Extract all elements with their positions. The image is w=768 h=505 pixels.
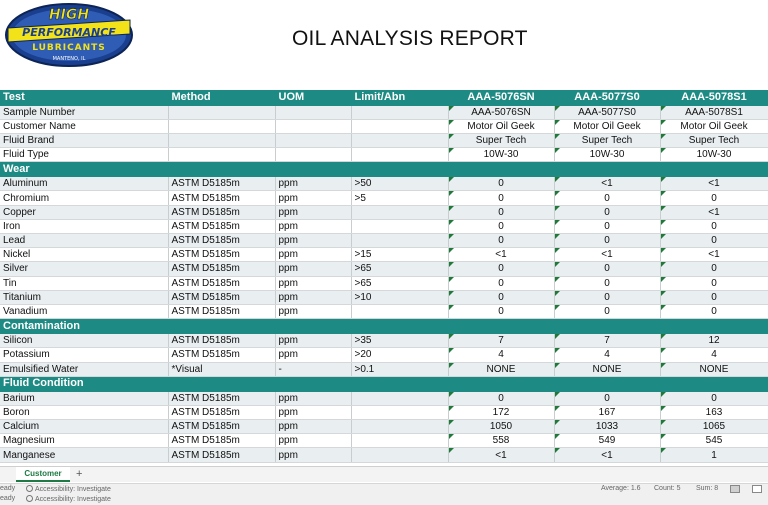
test-name-cell[interactable]: Manganese [0, 448, 168, 462]
method-cell[interactable] [168, 133, 275, 147]
table-row [0, 348, 768, 362]
section-label[interactable]: Contamination [0, 319, 768, 334]
section-header-row [0, 376, 768, 391]
limit-cell[interactable] [351, 420, 448, 434]
table-row [0, 334, 768, 348]
sample-value-cell[interactable]: 0 [554, 276, 660, 290]
sample-value-cell[interactable]: 0 [448, 219, 554, 233]
uom-cell[interactable] [275, 133, 351, 147]
uom-cell[interactable]: ppm [275, 304, 351, 318]
sample-value-cell[interactable]: <1 [448, 448, 554, 462]
test-name-cell[interactable]: Potassium [0, 348, 168, 362]
limit-cell[interactable]: >65 [351, 276, 448, 290]
uom-cell[interactable]: ppm [275, 205, 351, 219]
method-cell[interactable]: ASTM D5185m [168, 405, 275, 419]
sample-value-cell[interactable]: 0 [448, 262, 554, 276]
limit-cell[interactable] [351, 434, 448, 448]
sample-value-cell[interactable]: 10W-30 [660, 148, 768, 162]
table-row [0, 148, 768, 162]
test-name-cell[interactable]: Silver [0, 262, 168, 276]
table-row [0, 448, 768, 462]
sample-value-cell[interactable]: 167 [554, 405, 660, 419]
section-label[interactable]: Wear [0, 162, 768, 177]
method-cell[interactable]: ASTM D5185m [168, 248, 275, 262]
method-cell[interactable]: ASTM D5185m [168, 290, 275, 304]
limit-cell[interactable] [351, 105, 448, 119]
sample-value-cell[interactable]: 0 [660, 276, 768, 290]
ready-status-2: eady [0, 495, 16, 502]
report-sheet[interactable] [0, 90, 768, 463]
sample-value-cell[interactable]: <1 [554, 177, 660, 191]
uom-cell[interactable]: - [275, 362, 351, 376]
test-name-cell[interactable]: Copper [0, 205, 168, 219]
sample-value-cell[interactable]: 558 [448, 434, 554, 448]
table-row [0, 391, 768, 405]
sample-value-cell[interactable]: 0 [554, 262, 660, 276]
column-header-sample[interactable]: AAA-5077S0 [554, 90, 660, 105]
accessibility-status-2[interactable]: Accessibility: Investigate [26, 495, 111, 503]
uom-cell[interactable] [275, 148, 351, 162]
sample-value-cell[interactable]: 0 [660, 191, 768, 205]
sample-value-cell[interactable]: Super Tech [448, 133, 554, 147]
limit-cell[interactable]: >20 [351, 348, 448, 362]
sample-value-cell[interactable]: 0 [554, 234, 660, 248]
uom-cell[interactable]: ppm [275, 405, 351, 419]
sample-value-cell[interactable]: 0 [554, 219, 660, 233]
table-row [0, 191, 768, 205]
test-name-cell[interactable]: Aluminum [0, 177, 168, 191]
page-layout-view-icon[interactable] [752, 485, 762, 493]
limit-cell[interactable] [351, 148, 448, 162]
test-name-cell[interactable]: Silicon [0, 334, 168, 348]
method-cell[interactable]: ASTM D5185m [168, 276, 275, 290]
sample-value-cell[interactable]: Motor Oil Geek [554, 119, 660, 133]
limit-cell[interactable] [351, 448, 448, 462]
sample-value-cell[interactable]: 7 [448, 334, 554, 348]
sample-value-cell[interactable]: 0 [448, 304, 554, 318]
accessibility-status[interactable]: Accessibility: Investigate [26, 485, 111, 493]
sample-value-cell[interactable]: 1033 [554, 420, 660, 434]
accessibility-icon [26, 485, 33, 492]
table-row [0, 304, 768, 318]
test-name-cell[interactable]: Emulsified Water [0, 362, 168, 376]
limit-cell[interactable]: >35 [351, 334, 448, 348]
sample-value-cell[interactable]: AAA-5078S1 [660, 105, 768, 119]
limit-cell[interactable] [351, 405, 448, 419]
test-name-cell[interactable]: Calcium [0, 420, 168, 434]
table-row [0, 119, 768, 133]
limit-cell[interactable] [351, 205, 448, 219]
method-cell[interactable]: ASTM D5185m [168, 234, 275, 248]
test-name-cell[interactable]: Fluid Type [0, 148, 168, 162]
sample-value-cell[interactable]: 172 [448, 405, 554, 419]
table-row [0, 205, 768, 219]
sample-value-cell[interactable]: 549 [554, 434, 660, 448]
add-sheet-button[interactable]: + [76, 468, 83, 480]
sample-value-cell[interactable]: 1 [660, 448, 768, 462]
table-row [0, 290, 768, 304]
uom-cell[interactable]: ppm [275, 219, 351, 233]
sample-value-cell[interactable]: <1 [448, 248, 554, 262]
sample-value-cell[interactable]: Super Tech [660, 133, 768, 147]
average-readout: Average: 1.6 [601, 485, 641, 492]
test-name-cell[interactable]: Boron [0, 405, 168, 419]
page-title: OIL ANALYSIS REPORT [292, 27, 528, 50]
normal-view-icon[interactable] [730, 485, 740, 493]
sample-value-cell[interactable]: 4 [448, 348, 554, 362]
test-name-cell[interactable]: Vanadium [0, 304, 168, 318]
test-name-cell[interactable]: Lead [0, 234, 168, 248]
sample-value-cell[interactable]: 4 [660, 348, 768, 362]
method-cell[interactable] [168, 105, 275, 119]
sample-value-cell[interactable]: 0 [554, 205, 660, 219]
status-bar [0, 483, 768, 494]
sample-value-cell[interactable]: 10W-30 [448, 148, 554, 162]
sample-value-cell[interactable]: 10W-30 [554, 148, 660, 162]
sheet-tab-customer[interactable]: Customer [16, 467, 70, 482]
uom-cell[interactable]: ppm [275, 391, 351, 405]
limit-cell[interactable]: >5 [351, 191, 448, 205]
sample-value-cell[interactable]: 0 [554, 191, 660, 205]
limit-cell[interactable] [351, 119, 448, 133]
column-header-test[interactable]: Test [0, 90, 168, 105]
sample-value-cell[interactable]: Motor Oil Geek [448, 119, 554, 133]
sample-value-cell[interactable]: NONE [660, 362, 768, 376]
company-logo [4, 2, 134, 68]
table-row [0, 177, 768, 191]
table-row [0, 276, 768, 290]
table-row [0, 262, 768, 276]
method-cell[interactable]: ASTM D5185m [168, 304, 275, 318]
method-cell[interactable]: ASTM D5185m [168, 420, 275, 434]
uom-cell[interactable]: ppm [275, 448, 351, 462]
sample-value-cell[interactable]: 0 [448, 191, 554, 205]
limit-cell[interactable] [351, 304, 448, 318]
method-cell[interactable] [168, 119, 275, 133]
sample-value-cell[interactable]: 0 [660, 262, 768, 276]
test-name-cell[interactable]: Nickel [0, 248, 168, 262]
uom-cell[interactable]: ppm [275, 420, 351, 434]
uom-cell[interactable]: ppm [275, 290, 351, 304]
test-name-cell[interactable]: Tin [0, 276, 168, 290]
uom-cell[interactable]: ppm [275, 177, 351, 191]
sample-value-cell[interactable]: 0 [554, 304, 660, 318]
report-header [0, 0, 768, 90]
sheet-tab-bar [0, 466, 768, 482]
uom-cell[interactable]: ppm [275, 334, 351, 348]
svg-text:MANTENO, IL: MANTENO, IL [52, 56, 86, 62]
uom-cell[interactable]: ppm [275, 234, 351, 248]
sample-value-cell[interactable]: 0 [448, 234, 554, 248]
uom-cell[interactable]: ppm [275, 262, 351, 276]
count-readout: Count: 5 [654, 485, 681, 492]
accessibility-icon [26, 495, 33, 502]
uom-cell[interactable]: ppm [275, 348, 351, 362]
method-cell[interactable]: ASTM D5185m [168, 391, 275, 405]
svg-text:LUBRICANTS: LUBRICANTS [32, 43, 106, 53]
method-cell[interactable] [168, 148, 275, 162]
sample-value-cell[interactable]: 0 [448, 177, 554, 191]
uom-cell[interactable]: ppm [275, 276, 351, 290]
table-row [0, 248, 768, 262]
column-header-sample[interactable]: AAA-5076SN [448, 90, 554, 105]
sample-value-cell[interactable]: <1 [660, 205, 768, 219]
column-header-limit[interactable]: Limit/Abn [351, 90, 448, 105]
test-name-cell[interactable]: Iron [0, 219, 168, 233]
sample-value-cell[interactable]: 0 [448, 290, 554, 304]
sample-value-cell[interactable]: Super Tech [554, 133, 660, 147]
table-row [0, 434, 768, 448]
uom-cell[interactable]: ppm [275, 248, 351, 262]
test-name-cell[interactable]: Titanium [0, 290, 168, 304]
limit-cell[interactable]: >10 [351, 290, 448, 304]
section-label[interactable]: Fluid Condition [0, 376, 768, 391]
limit-cell[interactable] [351, 391, 448, 405]
limit-cell[interactable] [351, 133, 448, 147]
limit-cell[interactable]: >65 [351, 262, 448, 276]
sample-value-cell[interactable]: 0 [448, 276, 554, 290]
method-cell[interactable]: ASTM D5185m [168, 205, 275, 219]
method-cell[interactable]: ASTM D5185m [168, 348, 275, 362]
method-cell[interactable]: ASTM D5185m [168, 177, 275, 191]
limit-cell[interactable]: >0.1 [351, 362, 448, 376]
method-cell[interactable]: ASTM D5185m [168, 191, 275, 205]
svg-text:PERFORMANCE: PERFORMANCE [22, 26, 116, 39]
ready-status: eady [0, 485, 16, 492]
method-cell[interactable]: *Visual [168, 362, 275, 376]
sample-value-cell[interactable]: 1065 [660, 420, 768, 434]
sample-value-cell[interactable]: 7 [554, 334, 660, 348]
sample-value-cell[interactable]: 0 [448, 391, 554, 405]
column-header-uom[interactable]: UOM [275, 90, 351, 105]
uom-cell[interactable] [275, 105, 351, 119]
sample-value-cell[interactable]: 0 [660, 304, 768, 318]
uom-cell[interactable]: ppm [275, 191, 351, 205]
limit-cell[interactable] [351, 219, 448, 233]
sample-value-cell[interactable]: Motor Oil Geek [660, 119, 768, 133]
sample-value-cell[interactable]: <1 [554, 448, 660, 462]
table-row [0, 362, 768, 376]
section-header-row [0, 319, 768, 334]
test-name-cell[interactable]: Customer Name [0, 119, 168, 133]
limit-cell[interactable] [351, 234, 448, 248]
table-row [0, 219, 768, 233]
table-row [0, 133, 768, 147]
column-header-sample[interactable]: AAA-5078S1 [660, 90, 768, 105]
sample-value-cell[interactable]: 0 [660, 391, 768, 405]
sample-value-cell[interactable]: 1050 [448, 420, 554, 434]
uom-cell[interactable] [275, 119, 351, 133]
svg-text:HIGH: HIGH [48, 7, 90, 23]
sample-value-cell[interactable]: 163 [660, 405, 768, 419]
sample-value-cell[interactable]: 0 [660, 290, 768, 304]
test-name-cell[interactable]: Fluid Brand [0, 133, 168, 147]
sample-value-cell[interactable]: <1 [554, 248, 660, 262]
method-cell[interactable]: ASTM D5185m [168, 334, 275, 348]
table-row [0, 405, 768, 419]
section-header-row [0, 162, 768, 177]
table-row [0, 105, 768, 119]
table-row [0, 420, 768, 434]
sample-value-cell[interactable]: <1 [660, 177, 768, 191]
method-cell[interactable]: ASTM D5185m [168, 448, 275, 462]
sample-value-cell[interactable]: AAA-5077S0 [554, 105, 660, 119]
status-bar-secondary [0, 494, 768, 505]
method-cell[interactable]: ASTM D5185m [168, 434, 275, 448]
sample-value-cell[interactable]: 4 [554, 348, 660, 362]
method-cell[interactable]: ASTM D5185m [168, 219, 275, 233]
sample-value-cell[interactable]: NONE [554, 362, 660, 376]
sample-value-cell[interactable]: 12 [660, 334, 768, 348]
sample-value-cell[interactable]: <1 [660, 248, 768, 262]
sample-value-cell[interactable]: NONE [448, 362, 554, 376]
oil-analysis-table[interactable] [0, 90, 768, 463]
sample-value-cell[interactable]: 0 [660, 219, 768, 233]
sum-readout: Sum: 8 [696, 485, 719, 492]
test-name-cell[interactable]: Magnesium [0, 434, 168, 448]
sample-value-cell[interactable]: 0 [554, 391, 660, 405]
sample-value-cell[interactable]: 0 [660, 234, 768, 248]
column-header-method[interactable]: Method [168, 90, 275, 105]
test-name-cell[interactable]: Chromium [0, 191, 168, 205]
limit-cell[interactable]: >50 [351, 177, 448, 191]
sample-value-cell[interactable]: 545 [660, 434, 768, 448]
table-row [0, 234, 768, 248]
sample-value-cell[interactable]: 0 [554, 290, 660, 304]
sample-value-cell[interactable]: AAA-5076SN [448, 105, 554, 119]
uom-cell[interactable]: ppm [275, 434, 351, 448]
sample-value-cell[interactable]: 0 [448, 205, 554, 219]
test-name-cell[interactable]: Sample Number [0, 105, 168, 119]
method-cell[interactable]: ASTM D5185m [168, 262, 275, 276]
table-header-row [0, 90, 768, 105]
test-name-cell[interactable]: Barium [0, 391, 168, 405]
limit-cell[interactable]: >15 [351, 248, 448, 262]
